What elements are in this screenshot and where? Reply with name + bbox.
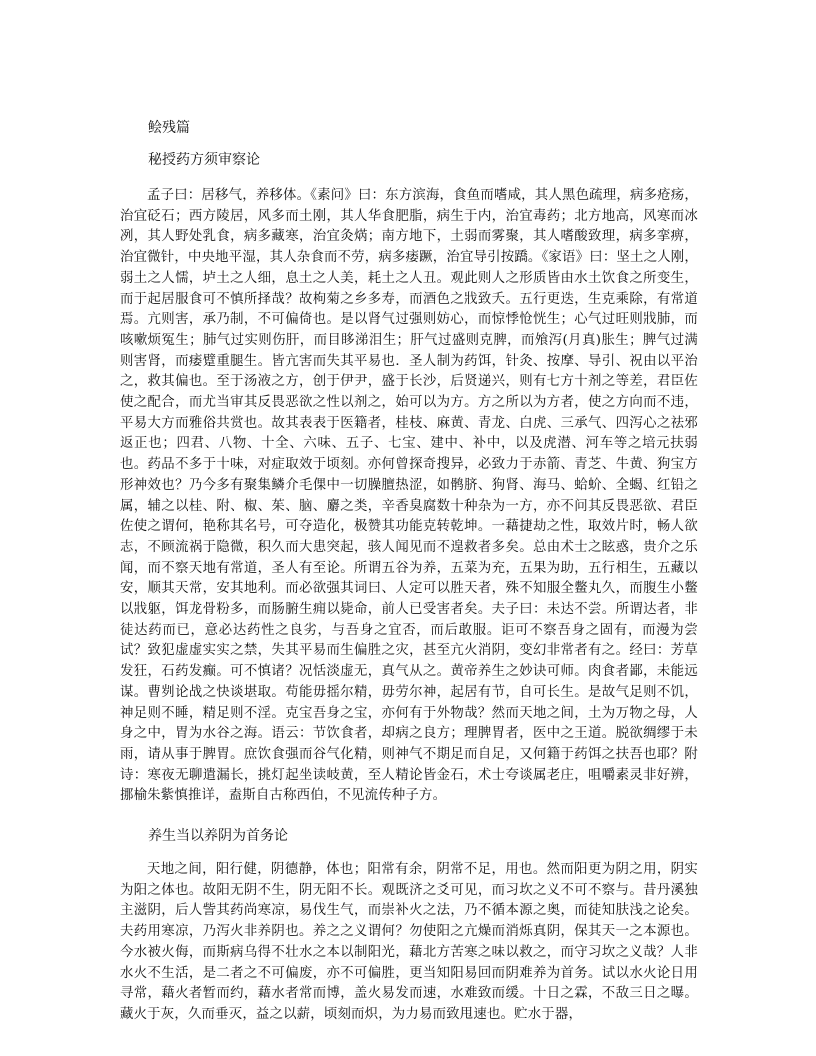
section-title-1: 秘授药方须审察论 [148,152,260,168]
book-title: 鲙残篇 [148,120,190,136]
section-body-2: 天地之间，阳行健，阴德静，体也；阳常有余，阴常不足，用也。然而阳更为阴之用，阴实为阳之体也。故阳无阴不生，阴无阳不长。观既济之爻可见，而习坎之义不可不察与。昔丹溪独主滋阴，后人訾其药尚寒凉，易伐生气，而崇补火之法，乃不循本源之奥，而徒知肤浅之论矣。夫药用寒凉，乃泻火非养阴也。养之之义谓何？勿使阳之亢燥而消烁真阴，保其天一之本源也。今水被火侮，而斯病乌得不壮水之本以制阳光，藉北方苦寒之味以救之，而守习坎之义哉？人非水火不生活，是二者之不可偏废，亦不可偏胜，更当知阳易回而阴难养为首务。试以水火论日用寻常，藉火者暂而约，藉水者常而博，盖火易发而速，水难致而缓。十日之霖，不敌三日之曝。藏火于灰，久而垂灭，益之以薪，顷刻而炽，为力易而致甩速也。贮水于器， [120,862,698,1022]
section-body-1: 孟子曰：居移气，养移体。《素问》曰：东方滨海，食鱼而嗜咸，其人黑色疏理，病多疮疡，治宜砭石；西方陵居，风多而土刚，其人华食肥脂，病生于内，治宜毒药；北方地高，风寒而冰冽，其人野处乳食，病多藏寒，治宜灸焫；南方地下，土弱而雾聚，其人嗜酸致理，病多挛痹，治宜微针，中央地平湿，其人杂食而不劳，病多痿蹶，治宜导引按蹻。《家语》曰：坚土之人刚，弱土之人懦，垆土之人细，息土之人美，耗土之人丑。观此则人之形质皆由水土饮食之所变生，而于起居服食可不慎所择哉？故枸菊之乡多寿，而酒色之戕致夭。五行更迭，生克乘除，有常道焉。亢则害，承乃制，不可偏倚也。是以肾气过强则妨心，而惊悸怆恍生；心气过旺则戕肺，而咳嗽烦冤生；肺气过实则伤肝，而目眵涕泪生；肝气过盛则克脾，而飧泻(月真)胀生；脾气过满则害肾，而痿躄重腿生。皆亢害而失其平易也．圣人制为药饵，针灸、按摩、导引、祝由以平治之，救其偏也。至于汤液之方，创于伊尹，盛于长沙，后贤递兴，则有七方十剂之等差，君臣佐使之配合，而尤当审其反畏恶欲之性以剂之，始可以为方。方之所以为方者，使之方向而不违，平易大方而雅俗共赏也。故其表表于医籍者，桂枝、麻黄、青龙、白虎、三承气、四泻心之祛邪返正也；四君、八物、十全、六味、五子、七宝、建中、补中，以及虎潜、河车等之培元扶弱也。药品不多于十味，对症取效于顷刻。亦何曾探奇搜异，必致力于赤箭、青芝、牛黄、狗宝方形神效也？乃今多有聚集鳞介毛倮中一切臊膻热涩，如鹘脐、狗肾、海马、蛤蚧、全蝎、红铅之属，辅之以桂、附、椒、茱、脑、麝之类，辛香臭腐数十种杂为一方，亦不问其反畏恶欲、君臣佐使之谓何，艳称其名号，可夺造化，极赞其功能克转乾坤。一藉捷劫之性，取效片时，畅人欲志，不顾流祸于隐微，积久而大患突起，骇人闻见而不遑救者多矣。总由术士之眩惑，贵介之乐闻，而不察天地有常道，圣人有至论。所谓五谷为养，五菜为充，五果为助，五行相生，五藏以安，顺其天常，安其地利。而必欲强其词曰、人定可以胜天者，殊不知服全鳖丸久，而腹生小鳖以戕躯，饵龙骨粉多，而肠腑生痈以毙命，前人已受害者矣。夫子曰：未达不尝。所谓达者，非徒达药而已，意必达药性之良劣，与吾身之宜否，而后敢服。讵可不察吾身之固有，而漫为尝试？致犯虚虚实实之禁，失其平易而生偏胜之灾，甚至亢火消阴，变幻非常者有之。经曰：芳草发狂，石药发癫。可不慎诸？况恬淡虚无，真气从之。黄帝养生之妙诀可师。肉食者鄙，未能远谋。曹刿论战之快谈堪取。苟能毋摇尔精，毋劳尔神，起居有节，自可长生。是故气足则不饥，神足则不睡，精足则不淫。克宝吾身之宝，亦何有于外物哉？然而天地之间，土为万物之母，人身之中，胃为水谷之海。语云：节饮食者，却病之良方；理脾胃者，医中之王道。脱欲绸缪于未雨，请从事于脾胃。庶饮食强而谷气化精，则神气不期足而自足，又何籍于药饵之扶吾也耶？附诗：寒夜无聊遣漏长，挑灯起坐读岐黄，至人精论皆金石，术士夸谈属老庄，咀嚼素灵非好辨，挪榆朱紫慎推详，盍斯自古称西伯，不见流传种子方。 [120,188,698,804]
section-title-2: 养生当以养阴为首务论 [148,828,288,844]
